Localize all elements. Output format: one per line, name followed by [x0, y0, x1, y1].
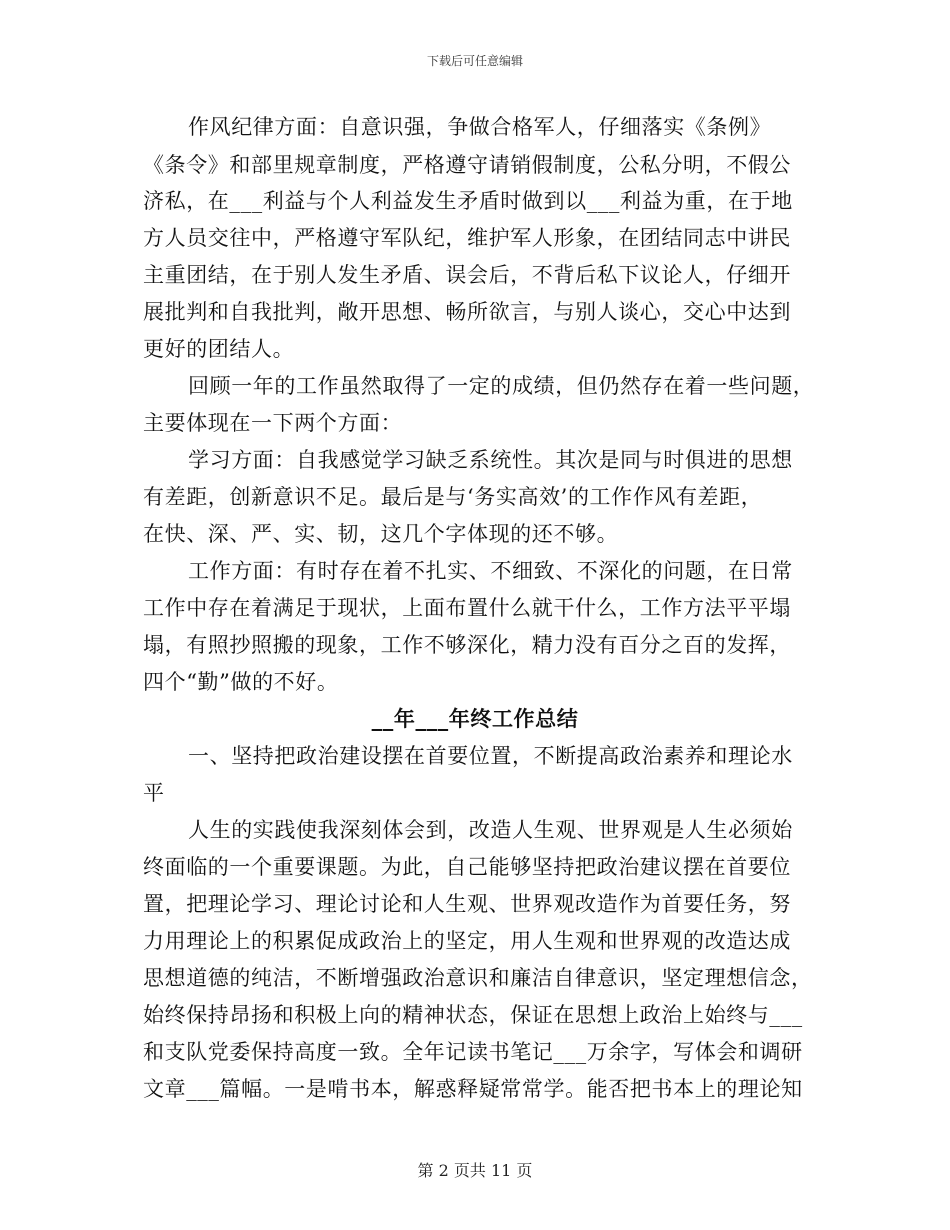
- paragraph-line: 工作方面：有时存在着不扎实、不细致、不深化的问题，在日常: [188, 559, 793, 583]
- paragraph-line: 更好的团结人。: [143, 337, 295, 361]
- paragraph-line: 济私，在___利益与个人利益发生矛盾时做到以___利益为重，在于地: [143, 189, 793, 213]
- paragraph-line: 终面临的一个重要课题。为此，自己能够坚持把政治建议摆在首要位: [143, 855, 791, 879]
- section-title: __年___年终工作总结: [371, 706, 579, 731]
- paragraph-line: 思想道德的纯洁，不断增强政治意识和廉洁自律意识，坚定理想信念，: [143, 966, 813, 990]
- paragraph-line: 方人员交往中，严格遵守军队纪，维护军人形象，在团结同志中讲民: [143, 226, 791, 250]
- paragraph-line: 平: [143, 781, 165, 805]
- paragraph-line: 一、坚持把政治建设摆在首要位置，不断提高政治素养和理论水: [188, 744, 793, 768]
- paragraph-line: 文章___篇幅。一是啃书本，解惑释疑常常学。能否把书本上的理论知: [143, 1077, 803, 1101]
- paragraph-line: 学习方面：自我感觉学习缺乏系统性。其次是同与时俱进的思想: [188, 448, 793, 472]
- paragraph-line: 四个“勤”做的不好。: [143, 670, 339, 694]
- paragraph-line: 作风纪律方面：自意识强，争做合格军人，仔细落实《条例》: [188, 115, 772, 139]
- paragraph-line: 回顾一年的工作虽然取得了一定的成绩，但仍然存在着一些问题，: [188, 374, 815, 398]
- paragraph-line: 主要体现在一下两个方面：: [143, 411, 403, 435]
- paragraph-line: 有差距，创新意识不足。最后是与‘务实高效’的工作作风有差距，: [143, 485, 763, 509]
- paragraph-line: 塌，有照抄照搬的现象，工作不够深化，精力没有百分之百的发挥，: [143, 633, 791, 657]
- paragraph-line: 置，把理论学习、理论讨论和人生观、世界观改造作为首要任务，努: [143, 892, 791, 916]
- page-header: 下载后可任意编辑: [426, 54, 523, 68]
- paragraph-line: 和支队党委保持高度一致。全年记读书笔记___万余字，写体会和调研: [143, 1040, 803, 1064]
- paragraph-line: 工作中存在着满足于现状，上面布置什么就干什么，工作方法平平塌: [143, 596, 791, 620]
- paragraph-line: 展批判和自我批判，敞开思想、畅所欲言，与别人谈心，交心中达到: [143, 300, 791, 324]
- paragraph-line: 人生的实践使我深刻体会到，改造人生观、世界观是人生必须始: [188, 818, 793, 842]
- page-footer: 第 2 页共 11 页: [417, 1161, 533, 1180]
- paragraph-line: 在快、深、严、实、韧，这几个字体现的还不够。: [143, 522, 619, 546]
- paragraph-line: 力用理论上的积累促成政治上的坚定，用人生观和世界观的改造达成: [143, 929, 791, 953]
- paragraph-line: 主重团结，在于别人发生矛盾、误会后，不背后私下议论人，仔细开: [143, 263, 791, 287]
- paragraph-line: 始终保持昂扬和积极上向的精神状态，保证在思想上政治上始终与___: [143, 1003, 803, 1027]
- paragraph-line: 《条令》和部里规章制度，严格遵守请销假制度，公私分明，不假公: [143, 153, 791, 177]
